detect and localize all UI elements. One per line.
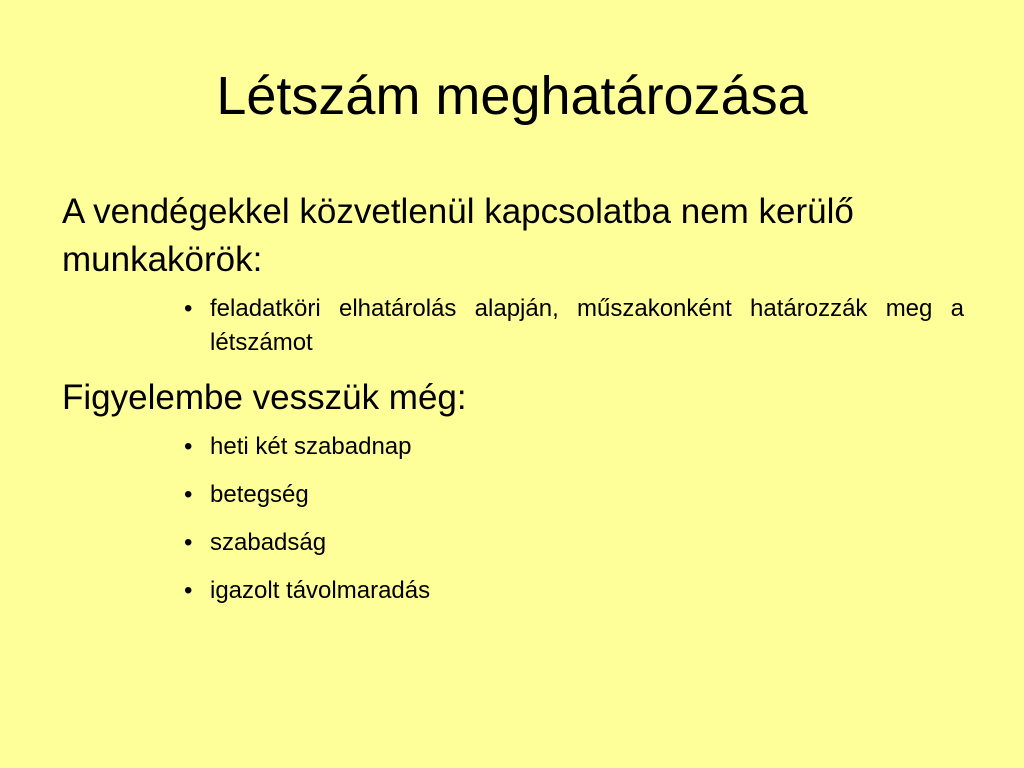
slide-title: Létszám meghatározása [216,66,808,126]
section-heading-also-considered: Figyelembe vesszük még: [62,378,467,417]
list-item [182,292,964,360]
section-list-also-considered [62,430,964,608]
list-item-text: betegség [210,481,309,508]
bullet-icon: • [184,577,193,604]
section-heading-direct-contact: A vendégekkel közvetlenül kapcsolatba nem kerülő munkakörök: [62,192,854,279]
list-item [182,574,964,608]
list-item-text: heti két szabadnap [210,433,412,460]
list-item-text: igazolt távolmaradás [210,577,431,604]
list-item-text: szabadság [210,529,327,556]
list-item [182,430,964,464]
section-list-direct-contact [62,292,964,360]
bullet-icon: • [184,295,193,322]
bullet-icon: • [184,481,193,508]
list-item [182,526,964,560]
list-item [182,478,964,512]
bullet-icon: • [184,529,193,556]
bullet-icon: • [184,433,193,460]
slide-body [62,188,964,622]
list-item-text: feladatköri elhatárolás alapján, műszakonként határozzák meg a létszámot [210,295,964,356]
